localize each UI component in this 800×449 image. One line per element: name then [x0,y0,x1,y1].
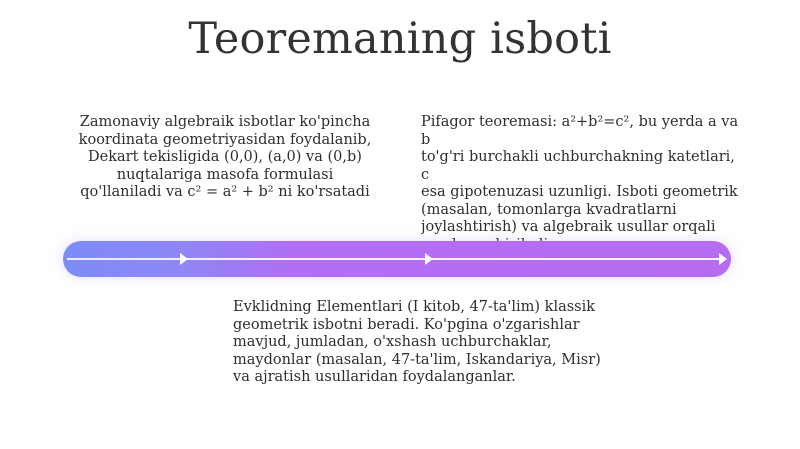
arrow-right-icon [425,253,433,265]
timeline-bar [63,241,731,277]
right-text-block: Pifagor teoremasi: a²+b²=c², bu yerda a va b to'g'ri burchakli uchburchakning katetlari, c esa gipotenuzasi uzunligi. Isboti geometrik (masalan, tomonlarga kvadratlarni joylashtirish) va algebraik usullar orqali [421,114,739,235]
left-text-block: Zamonaviy algebraik isbotlar ko'pincha koordinata geometriyasidan foydalanib, Dekart tekisligida (0,0), (a,0) va (0,b) nuqtalariga masofa formulasi qo'llaniladi va c² = a² + b² ni ko'rsatadi [78,114,372,200]
arrow-right-icon [719,253,727,265]
slide-title: Teoremaning isboti [188,14,612,64]
arrow-right-icon [180,253,188,265]
bottom-text-block: Evklidning Elementlari (I kitob, 47-ta'lim) klassik geometrik isbotni beradi. Ko'pgina o'zgarishlar mavjud, jumladan, o'xshash uchburchaklar, maydonlar (masalan, 47-ta'lim, Iskandariya, Misr) va ajratish usullaridan foydalanganlar. [233,299,601,385]
timeline-line [67,258,725,260]
